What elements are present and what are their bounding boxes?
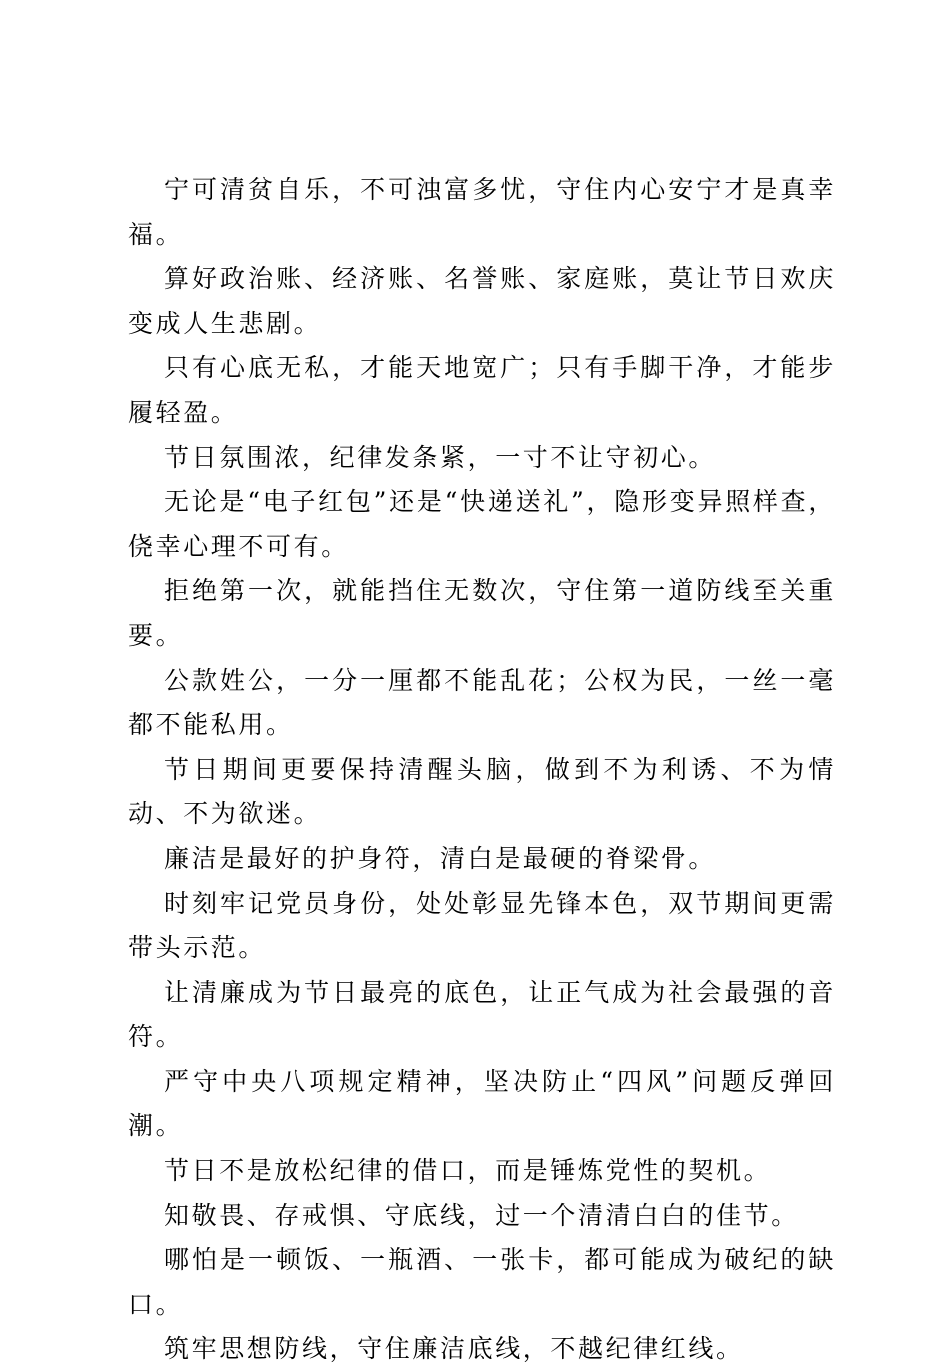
paragraph: 只有心底无私，才能天地宽广；只有手脚干净，才能步履轻盈。 (128, 353, 836, 427)
paragraph: 知敬畏、存戒惧、守底线，过一个清清白白的佳节。 (164, 1200, 799, 1230)
paragraph: 节日期间更要保持清醒头脑，做到不为利诱、不为情动、不为欲迷。 (128, 754, 836, 829)
paragraph: 节日不是放松纪律的借口，而是锤炼党性的契机。 (164, 1156, 772, 1186)
paragraph: 筑牢思想防线，守住廉洁底线，不越纪律红线。 (164, 1334, 744, 1364)
paragraph: 节日氛围浓，纪律发条紧，一寸不让守初心。 (164, 442, 717, 472)
paragraph: 算好政治账、经济账、名誉账、家庭账，莫让节日欢庆变成人生悲剧。 (128, 264, 836, 338)
paragraph: 哪怕是一顿饭、一瓶酒、一张卡，都可能成为破纪的缺口。 (128, 1245, 836, 1319)
paragraph: 廉洁是最好的护身符，清白是最硬的脊梁骨。 (164, 843, 717, 873)
paragraph: 严守中央八项规定精神，坚决防止“四风”问题反弹回潮。 (128, 1066, 836, 1141)
paragraph: 公款姓公，一分一厘都不能乱花；公权为民，一丝一毫都不能私用。 (128, 665, 836, 740)
paragraph: 拒绝第一次，就能挡住无数次，守住第一道防线至关重要。 (128, 576, 836, 650)
paragraph: 让清廉成为节日最亮的底色，让正气成为社会最强的音符。 (128, 977, 836, 1052)
document-page (128, 168, 836, 1372)
paragraph: 时刻牢记党员身份，处处彰显先锋本色，双节期间更需带头示范。 (128, 888, 836, 963)
paragraph: 无论是“电子红包”还是“快递送礼”，隐形变异照样查，侥幸心理不可有。 (128, 487, 836, 561)
paragraph: 宁可清贫自乐，不可浊富多忧，守住内心安宁才是真幸福。 (128, 175, 836, 249)
